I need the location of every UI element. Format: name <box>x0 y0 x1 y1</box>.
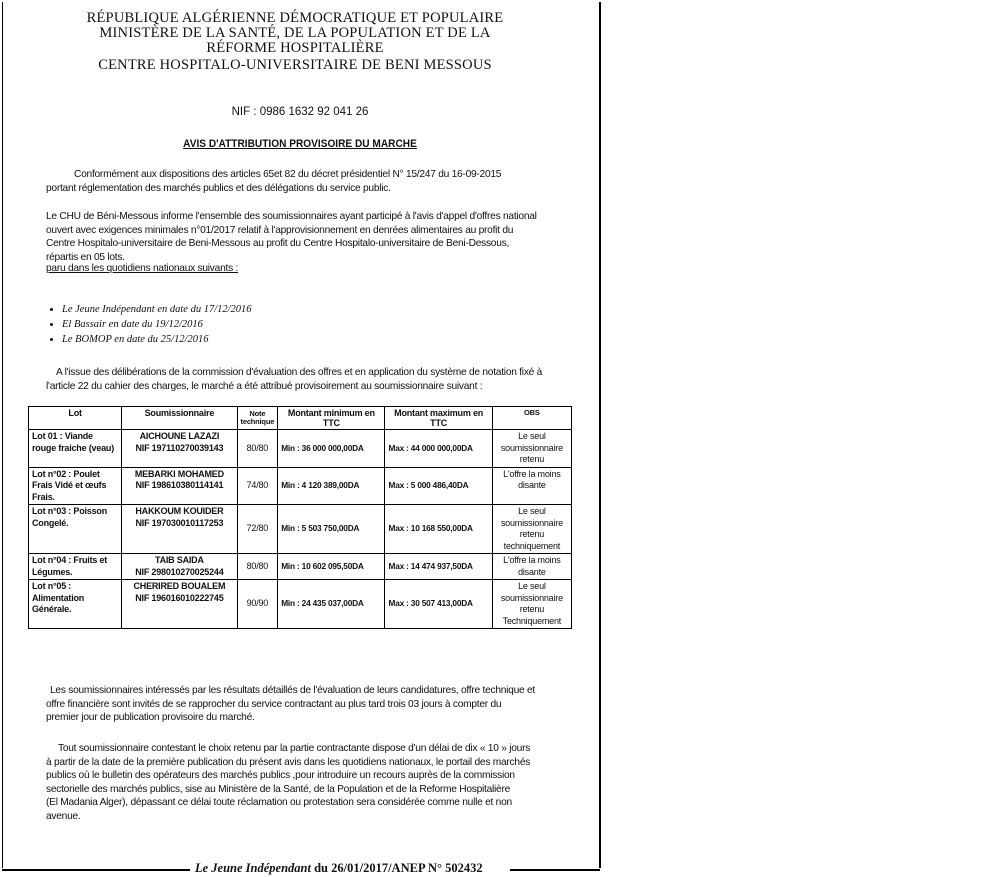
text-line: ouvert avec exigences minimales n°01/2017 relatif à l'approvisionnement en denrées alimentaires au profit du <box>46 224 514 236</box>
obs-cell: Le seul soumissionnaire retenu Techniquement <box>492 580 571 629</box>
bidder-name: AICHOUNE LAZAZI <box>139 431 220 441</box>
text-line: Les soumissionnaires intéressés par les résultats détaillés de l'évaluation de leurs candidatures, offre technique et <box>50 685 536 696</box>
min-cell: Min : 4 120 389,00DA <box>278 467 385 505</box>
max-cell: Max : 14 474 937,50DA <box>385 554 492 580</box>
max-cell: Max : 44 000 000,00DA <box>385 430 492 468</box>
header-republic: RÉPUBLIQUE ALGÉRIENNE DÉMOCRATIQUE ET POPULAIRE <box>86 10 504 26</box>
bidder-name: MEBARKI MOHAMED <box>134 468 224 479</box>
max-cell: Max : 30 507 413,00DA <box>385 580 492 629</box>
bidder-nif: NIF 198610380114141 <box>135 480 224 490</box>
table-row <box>29 554 572 580</box>
soumissionnaire-cell <box>122 580 237 629</box>
note-cell: 90/90 <box>237 580 278 629</box>
text-line: Centre Hospitalo-universitaire de Beni-Messous au profit du Centre Hospitalo-universitaire de Beni-Dessous, <box>46 238 510 250</box>
lot-cell: Lot n°02 : Poulet Frais Vidé et œufs Frais. <box>29 467 122 505</box>
text-line: Tout soumissionnaire contestant le choix retenu par la partie contractante dispose d'un délai de dix « 10 » jours <box>58 743 531 754</box>
list-item: • Le BOMOP en date du 25/12/2016 <box>62 332 252 347</box>
text-line: à partir de la date de la première publication du présent avis dans les quotidiens nationaux, le portail des marchés <box>46 756 531 768</box>
text-line: premier jour de publication provisoire du marché. <box>46 712 255 724</box>
newspapers-heading: paru dans les quotidiens nationaux suivants : <box>46 263 239 275</box>
footer-rule-right <box>510 869 600 871</box>
obs-cell: Le seul soumissionnaire retenu techniquement <box>492 505 571 554</box>
bidder-nif: NIF 298010270025244 <box>135 566 224 577</box>
min-cell: Min : 36 000 000,00DA <box>278 430 385 468</box>
header-ministry: MINISTÈRE DE LA SANTÉ, DE LA POPULATION ET DE LA <box>99 25 491 41</box>
text-line: l'article 22 du cahier des charges, le marché a été attribué provisoirement au soumissionnaire suivant : <box>46 380 483 392</box>
lot-cell: Lot n°03 : Poisson Congelé. <box>29 505 122 554</box>
newspaper-list <box>44 302 252 347</box>
soumissionnaire-cell <box>122 505 237 554</box>
list-item: • Le Jeune Indépendant en date du 17/12/2016 <box>62 302 252 317</box>
footer-paper: Le Jeune Indépendant <box>195 861 311 875</box>
note-cell: 72/80 <box>237 505 278 554</box>
lot-cell: Lot 01 : Viande rouge fraiche (veau) <box>29 430 122 468</box>
soumissionnaire-cell <box>122 467 237 505</box>
nif-number: NIF : 0986 1632 92 041 26 <box>231 106 369 118</box>
text-line: portant réglementation des marchés publics et des délégations du service public. <box>46 182 391 194</box>
text-line: (El Madania Alger), dépassant ce délai toute réclamation ou protestation sera considérée comme nulle et non <box>46 797 512 809</box>
text-line: A l'issue des délibérations de la commission d'évaluation des offres et en application du système de notation fixé à <box>56 367 543 378</box>
lot-cell: Lot n°04 : Fruits et Légumes. <box>29 554 122 580</box>
document-title: AVIS D'ATTRIBUTION PROVISOIRE DU MARCHE <box>183 138 417 150</box>
max-cell: Max : 10 168 550,00DA <box>385 505 492 554</box>
note-cell: 80/80 <box>237 554 278 580</box>
soumissionnaire-cell <box>122 430 237 468</box>
bidder-nif: NIF 197110270039143 <box>135 442 224 453</box>
footer-ref: du 26/01/2017/ANEP N° 502432 <box>310 861 483 875</box>
bidder-nif: NIF 197030010117253 <box>135 517 224 528</box>
table-row <box>29 467 572 505</box>
obs-cell: Le seul soumissionnaire retenu <box>492 430 571 468</box>
table-row <box>29 505 572 554</box>
obs-cell: L'offre la moins disante <box>492 554 571 580</box>
header-reform: RÉFORME HOSPITALIÈRE <box>206 40 384 56</box>
bidder-name: HAKKOUM KOUIDER <box>135 506 224 516</box>
header-obs: OBS <box>492 407 571 430</box>
min-cell: Min : 24 435 037,00DA <box>278 580 385 629</box>
header-min: Montant minimum en TTC <box>278 407 385 430</box>
header-chu: CENTRE HOSPITALO-UNIVERSITAIRE DE BENI MESSOUS <box>98 57 492 73</box>
min-cell: Min : 5 503 750,00DA <box>278 505 385 554</box>
min-cell: Min : 10 602 095,50DA <box>278 554 385 580</box>
footer-rule-left <box>2 869 190 871</box>
note-cell: 80/80 <box>237 430 278 468</box>
table-header-row <box>29 407 572 430</box>
obs-cell: L'offre la moins disante <box>492 467 571 505</box>
text-line: sectorielle des marchés publics, sise au Ministère de la Santé, de la Population et de la Reforme Hospitalière <box>46 783 511 795</box>
paragraph-results <box>46 684 535 725</box>
bidder-nif: NIF 196016010222745 <box>135 592 224 603</box>
bidder-name: CHERIRED BOUALEM <box>133 581 226 591</box>
paragraph-deliberation <box>46 366 542 393</box>
lot-cell: Lot n°05 : Alimentation Générale. <box>29 580 122 629</box>
text-line: avenue. <box>46 810 81 822</box>
attribution-table <box>28 406 572 629</box>
max-cell: Max : 5 000 486,40DA <box>385 467 492 505</box>
table-row <box>29 430 572 468</box>
text-line: répartis en 05 lots. <box>46 251 125 263</box>
header-max: Montant maximum en TTC <box>385 407 492 430</box>
soumissionnaire-cell <box>122 554 237 580</box>
paragraph-recourse <box>46 742 530 824</box>
header-note: Note technique <box>237 407 278 430</box>
text-line: Conformément aux dispositions des articles 65et 82 du décret présidentiel N° 15/247 du 16-09-2015 <box>74 169 502 180</box>
text-line: offre financière sont invités de se rapprocher du service contractant au plus tard trois 03 jours à compter du <box>46 698 502 710</box>
text-line: publics où le bulletin des opérateurs des marchés publics ,pour introduire un recours auprès de la commission <box>46 770 515 782</box>
paragraph-legal-basis <box>46 168 501 195</box>
paragraph-announcement <box>46 210 537 276</box>
text-line: Le CHU de Béni-Messous informe l'ensemble des soumissionnaires ayant participé à l'avis d'appel d'offres national <box>46 211 537 222</box>
header-lot: Lot <box>29 407 122 430</box>
note-cell: 74/80 <box>237 467 278 505</box>
header-soumissionnaire: Soumissionnaire <box>122 407 237 430</box>
table-row <box>29 580 572 629</box>
footer-publication <box>195 861 483 876</box>
list-item: • El Bassair en date du 19/12/2016 <box>62 317 252 332</box>
bidder-name: TAIB SAIDA <box>154 555 204 565</box>
